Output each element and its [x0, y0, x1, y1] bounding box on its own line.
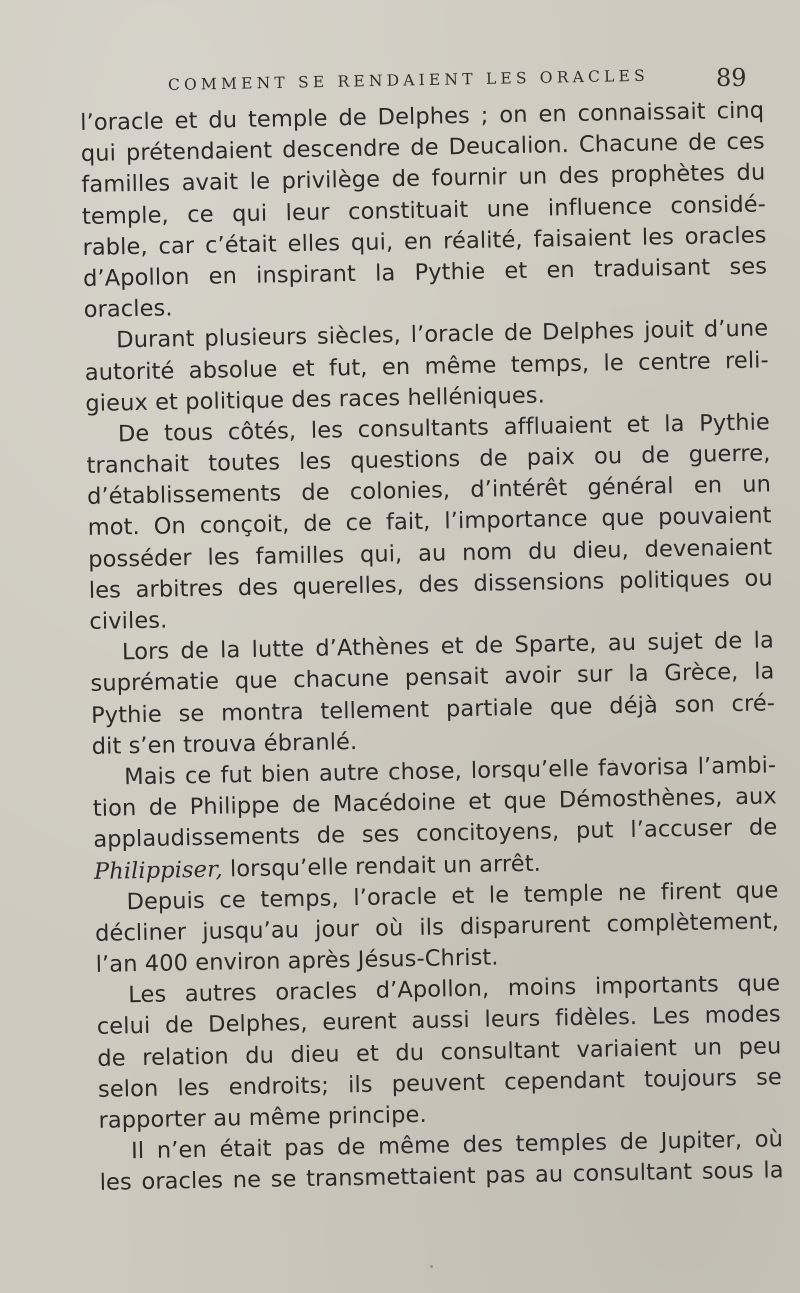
- text-line: Depuis ce temps, l’oracle et le temple ne firent que: [126, 877, 779, 915]
- text-line: tranchait toutes les questions de paix ou de guerre,: [86, 440, 771, 480]
- text-line: Il n’en était pas de même des temples de Jupiter, où: [130, 1126, 784, 1165]
- text-line: suprématie que chacune pensait avoir sur la Grèce, la: [90, 658, 775, 698]
- page-number: 89: [716, 64, 747, 92]
- text-line: civiles.: [89, 607, 168, 635]
- running-title: COMMENT SE RENDAIENT LES ORACLES: [167, 66, 650, 94]
- text-line: applaudissements de ses concitoyens, put l’accuser de: [93, 814, 778, 854]
- text-line: familles avait le privilège de fournir un des prophètes du: [81, 159, 766, 199]
- text-line: les arbitres des querelles, des dissensions politiques ou: [88, 565, 773, 604]
- paper-speck: [430, 1265, 433, 1268]
- text-line: rable, car c’était elles qui, en réalité, faisaient les oracles: [82, 222, 767, 261]
- text-line: qui prétendaient descendre de Deucalion. Chacune de ces: [80, 128, 765, 168]
- text-line: l’oracle et du temple de Delphes ; on en connaissait cinq: [80, 97, 765, 136]
- text-line: dit s’en trouva ébranlé.: [91, 728, 358, 760]
- italic-word: Philippiser,: [93, 856, 223, 885]
- text-line: d’établissements de colonies, d’intérêt général en un: [86, 471, 772, 511]
- text-line: celui de Delphes, eurent aussi leurs fidèles. Les modes: [96, 1001, 781, 1041]
- text-line: gieux et politique des races helléniques.: [85, 382, 546, 417]
- text-line: tion de Philippe de Macédoine et que Démosthènes, aux: [92, 783, 777, 823]
- paper-speck: [612, 760, 614, 762]
- text-line: autorité absolue et fut, en même temps, le centre reli-: [84, 346, 769, 386]
- text-line: Lors de la lutte d’Athènes et de Sparte, au sujet de la: [121, 627, 775, 666]
- body-text: [80, 95, 784, 1199]
- text-line: selon les endroits; ils peuvent cependant toujours se: [97, 1064, 783, 1103]
- text-line: Mais ce fut bien autre chose, lorsqu’elle favorisa l’ambi-: [124, 752, 777, 791]
- text-line: de relation du dieu et du consultant variaient un peu: [97, 1032, 782, 1072]
- text-line: Les autres oracles d’Apollon, moins importants que: [128, 970, 781, 1009]
- text-line: De tous côtés, les consultants affluaient et la Pythie: [117, 409, 771, 448]
- text-line: d’Apollon en inspirant la Pythie et en traduisant ses: [82, 253, 768, 292]
- text-line: Durant plusieurs siècles, l’oracle de Delphes jouit d’une: [116, 315, 769, 354]
- text-line: Pythie se montra tellement partiale que déjà son cré-: [90, 689, 776, 729]
- text-line: rapporter au même principe.: [98, 1101, 427, 1134]
- text-line: les oracles ne se transmettaient pas au consultant sous la: [99, 1157, 784, 1197]
- paper-speck: [252, 330, 254, 332]
- text-line-rest: lorsqu’elle rendait un arrêt.: [229, 850, 542, 882]
- text-line: l’an 400 environ après Jésus-Christ.: [95, 944, 499, 978]
- text-line: temple, ce qui leur constituait une influence considé-: [81, 191, 767, 230]
- text-line: posséder les familles qui, au nom du dieu, devenaient: [88, 534, 773, 573]
- text-line: mot. On conçoit, de ce fait, l’importance que pouvaient: [87, 502, 772, 542]
- text-line: oracles.: [83, 295, 173, 324]
- text-line: décliner jusqu’au jour où ils disparurent complètement,: [94, 908, 780, 947]
